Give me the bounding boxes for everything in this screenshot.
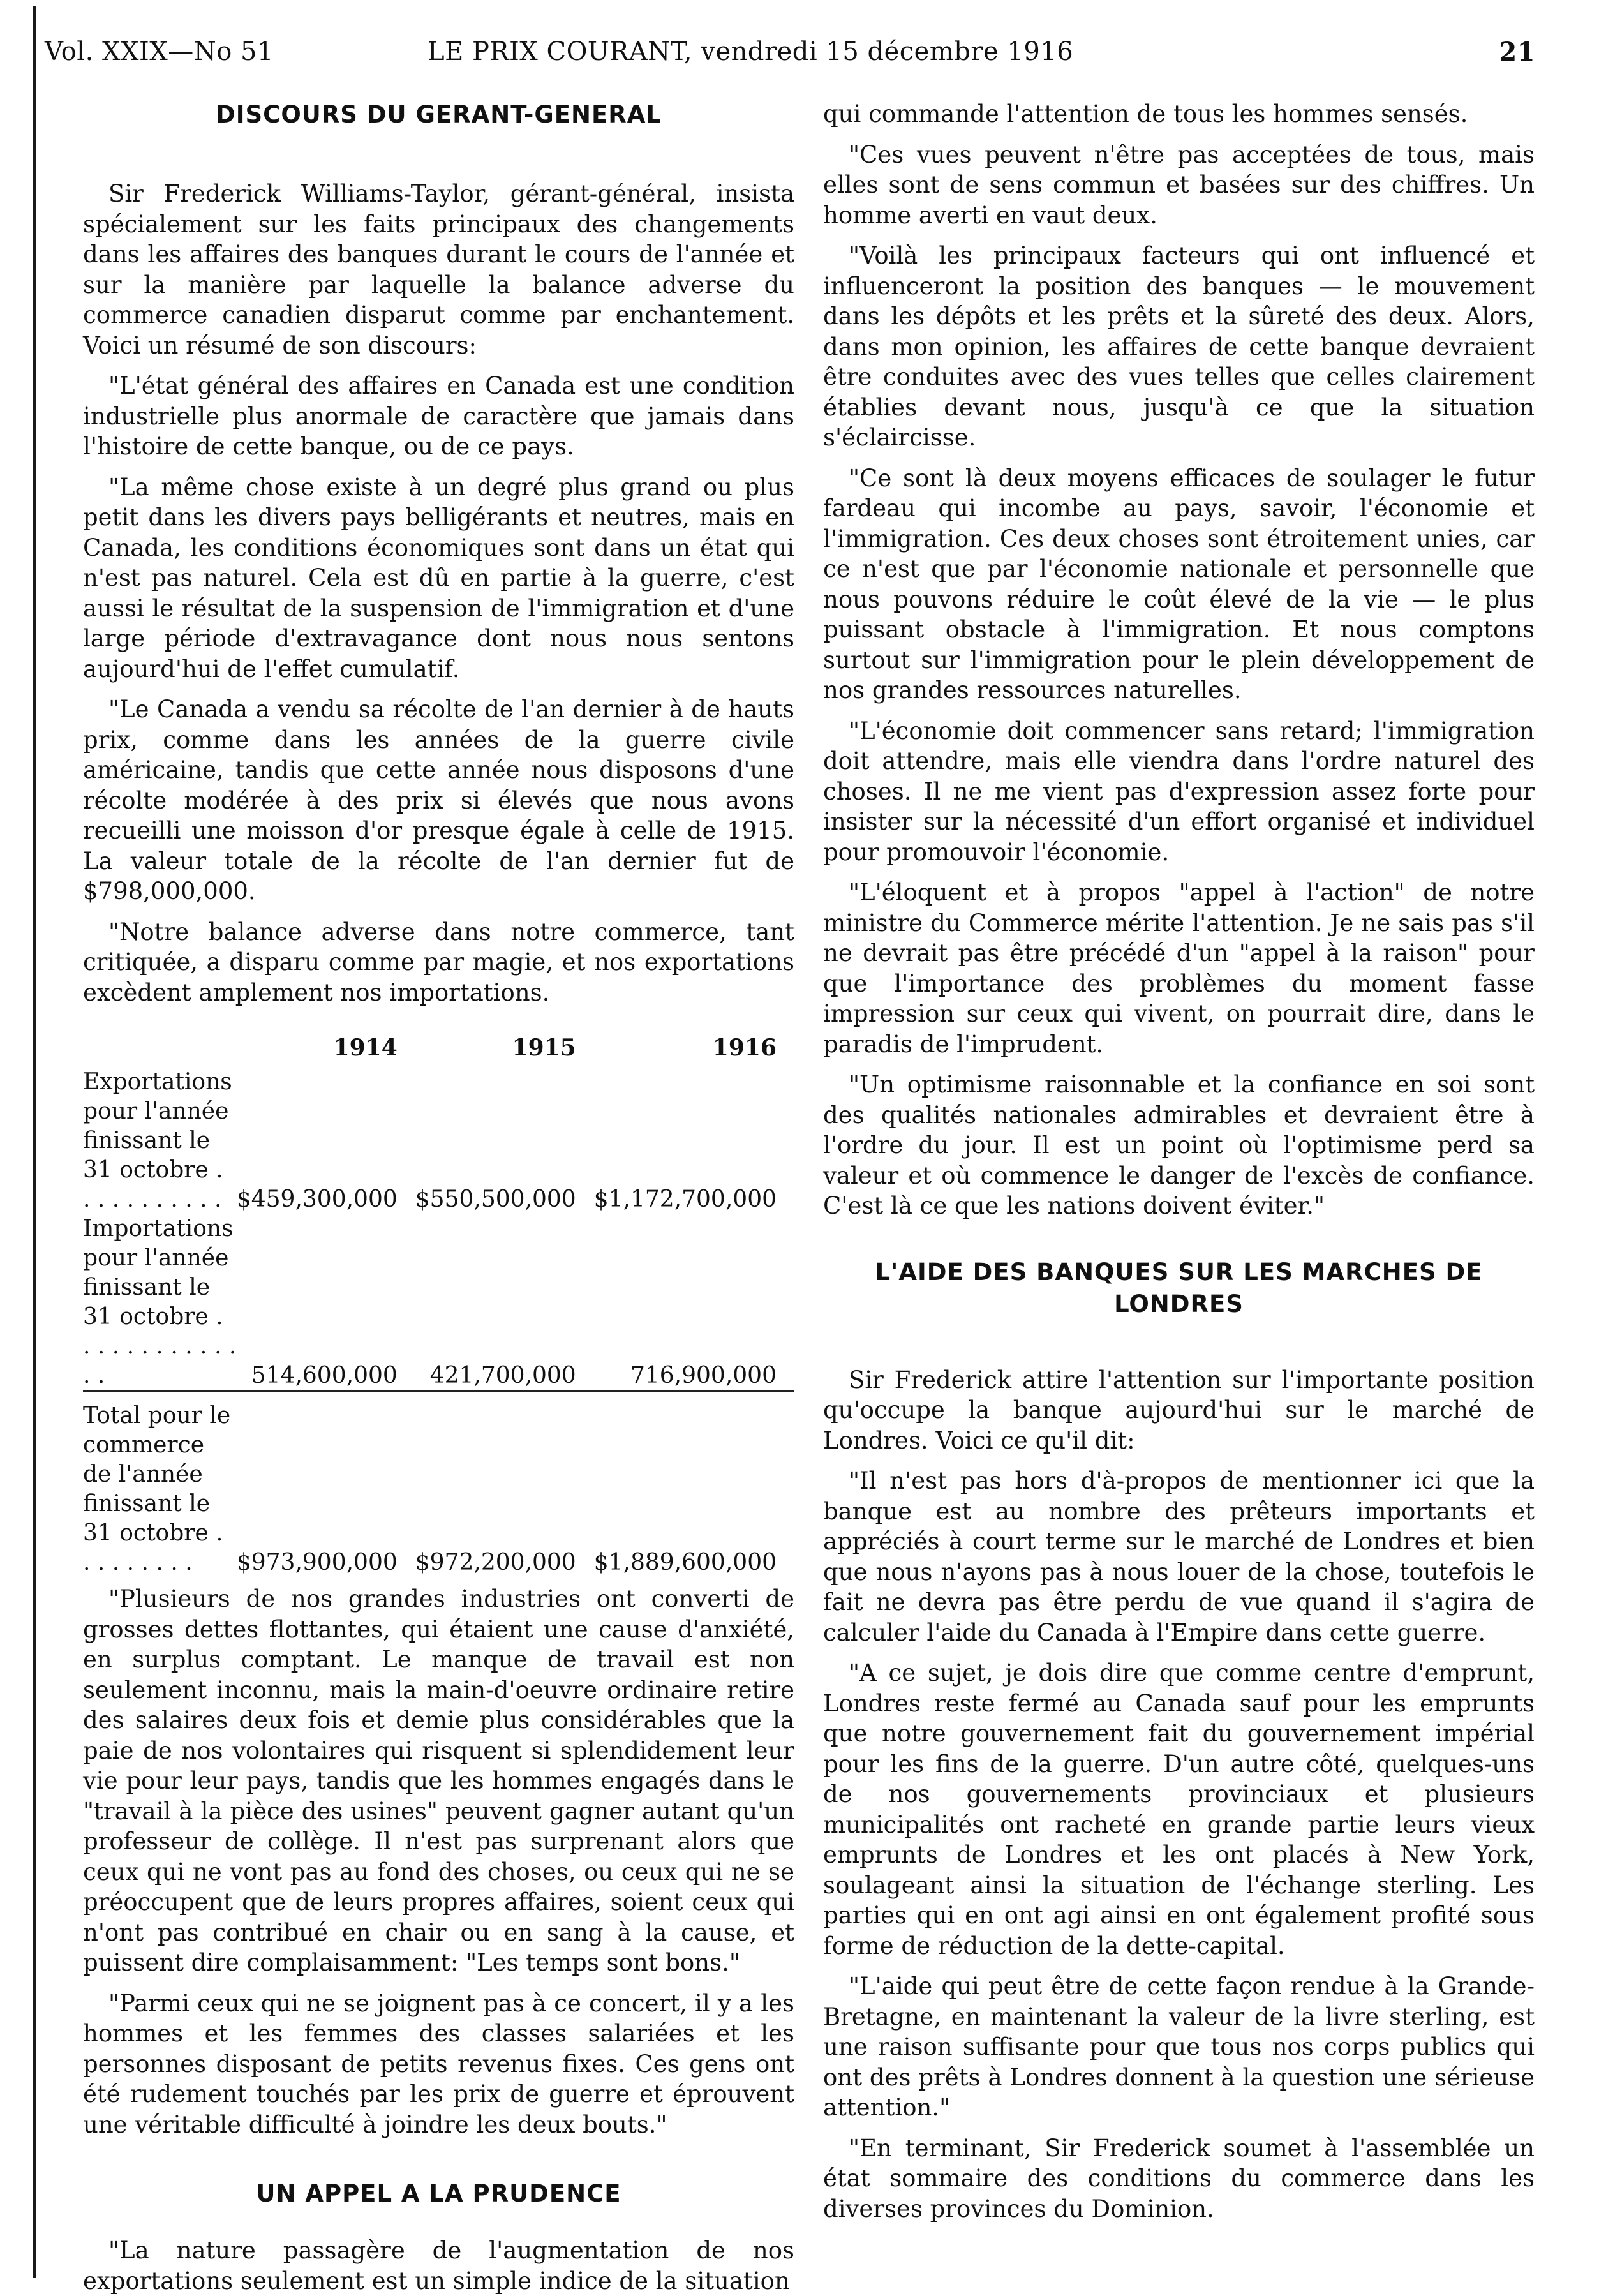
- table-row: [83, 1214, 794, 1392]
- year-header: 1916: [712, 1034, 777, 1061]
- cell-value: $972,200,000: [415, 1549, 576, 1576]
- paragraph: "Le Canada a vendu sa récolte de l'an dernier à de hauts prix, comme dans les années de la guerre civile américaine, tandis que cette année nous disposons d'une récolte modérée à des prix si élevés que nous avons recueilli une moisson d'or presque égale à celle de 1915. La valeur totale de la récolte de l'an dernier fut de $798,000,000.: [83, 696, 794, 905]
- table-row: [83, 1068, 794, 1214]
- section-heading: L'AIDE DES BANQUES SUR LES MARCHES DE LONDRES: [875, 1258, 1483, 1318]
- row-label: Importations pour l'année finissant le 31 octobre . . . . . . . . . . . . . .: [83, 1216, 237, 1389]
- cell-value: 716,900,000: [630, 1362, 777, 1389]
- paragraph: "Notre balance adverse dans notre commerce, tant critiquée, a disparu comme par magie, et nos exportations excèdent amplement nos importations.: [83, 918, 794, 1006]
- year-header: 1915: [512, 1034, 576, 1061]
- paragraph: "Il n'est pas hors d'à-propos de mentionner ici que la banque est au nombre des prêteurs importants et appréciés à court terme sur le marché de Londres et bien que nous n'ayons pas à nous louer de la chose, toutefois le fait ne devra pas être perdu de vue quand il s'agira de calculer l'aide du Canada à l'Empire dans cette guerre.: [823, 1467, 1535, 1646]
- cell-value: 421,700,000: [429, 1362, 576, 1389]
- paragraph: "L'éloquent et à propos "appel à l'action" de notre ministre du Commerce mérite l'attention. Je ne sais pas s'il ne devrait pas être précédé d'un "appel à la raison" pour que l'importance des problèmes du moment fasse impression sur ceux qui vivent, on pourrait dire, dans le paradis de l'imprudent.: [823, 879, 1535, 1058]
- cell-value: $1,172,700,000: [593, 1186, 777, 1212]
- table-divider: [83, 1392, 794, 1402]
- paragraph: "L'état général des affaires en Canada est une condition industrielle plus anormale de caractère que jamais dans l'histoire de cette banque, ou de ce pays.: [83, 372, 794, 460]
- paragraph: "Ces vues peuvent n'être pas acceptées de tous, mais elles sont de sens commun et basées sur des chiffres. Un homme averti en vaut deux.: [823, 140, 1535, 229]
- paragraph: "Un optimisme raisonnable et la confiance en soi sont des qualités nationales admirables et devraient être à l'ordre du jour. Il est un point où l'optimisme perd sa valeur et où commence le danger de l'excès de confiance. C'est là ce que les nations doivent éviter.": [823, 1071, 1535, 1219]
- page-edge-rule: [33, 6, 36, 2278]
- paragraph: Sir Frederick attire l'attention sur l'importante position qu'occupe la banque aujourd'hui sur le marché de Londres. Voici ce qu'il dit:: [823, 1366, 1535, 1454]
- row-label: Exportations pour l'année finissant le 31 octobre . . . . . . . . . . .: [83, 1069, 232, 1212]
- cell-value: $973,900,000: [236, 1549, 398, 1576]
- paragraph: "Voilà les principaux facteurs qui ont influencé et influenceront la position des banques — le mouvement dans les dépôts et les prêts et la sûreté des deux. Alors, dans mon opinion, les affaires de cette banque devraient être conduites avec des vues telles que celles clairement établies devant nous, jusqu'à ce que la situation s'éclaircisse.: [823, 242, 1535, 451]
- section-heading: DISCOURS DU GERANT-GENERAL: [216, 101, 662, 128]
- paragraph: "Plusieurs de nos grandes industries ont converti de grosses dettes flottantes, qui étaient une cause d'anxiété, en surplus comptant. Le manque de travail est non seulement inconnu, mais la main-d'oeuvre ordinaire retire des salaires deux fois et demie plus considérables que la paie de nos volontaires qui risquent si splendidement leur vie pour leur pays, tandis que les hommes engagés dans le "travail à la pièce des usines" peuvent gagner autant qu'un professeur de collège. Il n'est pas surprenant alors que ceux qui ne vont pas au fond des choses, ou ceux qui ne se préoccupent que de leurs propres affaires, soient ceux qui n'ont pas contribué en chair ou en sang à la cause, et puissent dire complaisamment: "Les temps sont bons.": [83, 1585, 794, 1976]
- right-column: [823, 99, 1535, 2269]
- paragraph: qui commande l'attention de tous les hommes sensés.: [823, 100, 1468, 128]
- paragraph: "La même chose existe à un degré plus grand ou plus petit dans les divers pays belligérants et neutres, mais en Canada, les conditions économiques sont dans un état qui n'est pas naturel. Cela est dû en partie à la guerre, c'est aussi le résultat de la suspension de l'immigration et d'une large période d'extravagance dont nous nous sentons aujourd'hui de l'effet cumulatif.: [83, 473, 794, 683]
- table-header-row: [83, 1033, 794, 1068]
- publication-title: LE PRIX COURANT, vendredi 15 décembre 1916: [428, 37, 1074, 66]
- year-header: 1914: [333, 1034, 398, 1061]
- table-row: [83, 1401, 794, 1577]
- paragraph: "En terminant, Sir Frederick soumet à l'assemblée un état sommaire des conditions du commerce dans les diverses provinces du Dominion.: [823, 2134, 1535, 2223]
- paragraph: "A ce sujet, je dois dire que comme centre d'emprunt, Londres reste fermé au Canada sauf pour les emprunts que notre gouvernement fait du gouvernement impérial pour les fins de la guerre. D'un autre côté, quelques-uns de nos gouvernements provinciaux et plusieurs municipalités ont racheté en grande partie leurs vieux emprunts de Londres et les ont placés à New York, soulageant ainsi la situation de l'échange sterling. Les parties qui en ont agi ainsi en ont également profité sous forme de réduction de la dette-capital.: [823, 1659, 1535, 1960]
- cell-value: $550,500,000: [415, 1186, 576, 1212]
- left-column: [83, 99, 794, 2295]
- paragraph: "L'économie doit commencer sans retard; l'immigration doit attendre, mais elle viendra dans l'ordre naturel des choses. Il ne me vient pas d'expression assez forte pour insister sur la nécessité d'un effort organisé et individuel pour promouvoir l'économie.: [823, 717, 1535, 866]
- page-number: 21: [1499, 37, 1535, 67]
- paragraph: "Parmi ceux qui ne se joignent pas à ce concert, il y a les hommes et les femmes des classes salariées et les personnes disposant de petits revenus fixes. Ces gens ont été rudement touchés par les prix de guerre et éprouvent une véritable difficulté à joindre les deux bouts.": [83, 1989, 794, 2138]
- volume-label: Vol. XXIX—No 51: [45, 37, 274, 66]
- section-heading: UN APPEL A LA PRUDENCE: [256, 2180, 621, 2207]
- cell-value: $1,889,600,000: [593, 1549, 777, 1576]
- cell-value: 514,600,000: [251, 1362, 398, 1389]
- row-label: Total pour le commerce de l'année finissant le 31 octobre . . . . . . . . .: [83, 1403, 231, 1576]
- paragraph: Sir Frederick Williams-Taylor, gérant-général, insista spécialement sur les faits principaux des changements dans les affaires des banques durant le cours de l'année et sur la manière par laquelle la balance adverse du commerce canadien disparut comme par enchantement. Voici un résumé de son discours:: [83, 180, 794, 359]
- cell-value: $459,300,000: [236, 1186, 398, 1212]
- paragraph: "La nature passagère de l'augmentation de nos exportations seulement est un simple indice de la situation: [83, 2237, 794, 2295]
- page-header: [45, 37, 1554, 82]
- paragraph: "Ce sont là deux moyens efficaces de soulager le futur fardeau qui incombe au pays, savoir, l'économie et l'immigration. Ces deux choses sont étroitement unies, car ce n'est que par l'économie nationale et personnelle que nous pouvons réduire le coût élevé de la vie — le plus puissant obstacle à l'immigration. Et nous comptons surtout sur l'immigration pour le plein développement de nos grandes ressources naturelles.: [823, 464, 1535, 704]
- paragraph: "L'aide qui peut être de cette façon rendue à la Grande-Bretagne, en maintenant la valeur de la livre sterling, est une raison suffisante pour que tous nos corps publics qui ont des prêts à Londres donnent à la question une sérieuse attention.": [823, 1972, 1535, 2121]
- trade-table: [83, 1033, 794, 1577]
